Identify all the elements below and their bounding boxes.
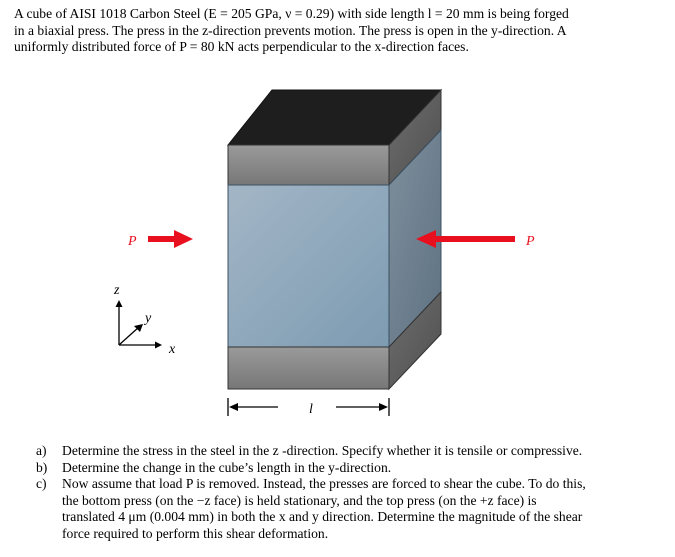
axis-y-label: y (145, 311, 152, 326)
dimension-arrow-left-head (229, 403, 238, 411)
question-text: force required to perform this shear deformation. (62, 525, 329, 541)
question-text: translated 4 μm (0.004 mm) in both the x and y direction. Determine the magnitude of the shear (62, 509, 583, 525)
axis-x-label: x (169, 342, 176, 357)
coordinate-axes (116, 300, 163, 349)
question-item (36, 460, 661, 477)
problem-line: A cube of AISI 1018 Carbon Steel (E = 205 GPa, ν = 0.29) with side length l = 20 mm is being forged (14, 6, 569, 21)
question-item (36, 443, 661, 460)
x-axis-arrowhead (155, 342, 162, 349)
bottom-press-front (228, 347, 389, 389)
force-label-right: P (526, 234, 535, 249)
z-axis-arrowhead (116, 300, 123, 307)
question-list (36, 443, 661, 543)
dimension-label: l (309, 402, 313, 417)
top-press-front (228, 145, 389, 185)
question-text: Now assume that load P is removed. Instead, the presses are forced to shear the cube. To do this, (62, 476, 586, 492)
dimension-arrow-right-head (379, 403, 388, 411)
problem-line: in a biaxial press. The press in the z-direction prevents motion. The press is open in the y-direction. A (14, 22, 567, 38)
question-text: the bottom press (on the −z face) is held stationary, and the top press (on the +z face) is (62, 492, 537, 508)
question-label: c) (36, 476, 47, 492)
problem-line: uniformly distributed force of P = 80 kN acts perpendicular to the x-direction faces. (14, 39, 469, 55)
force-label-left: P (128, 234, 137, 249)
question-text: Determine the stress in the steel in the z -direction. Specify whether it is tensile or compressive. (62, 443, 583, 458)
y-axis-line (119, 327, 139, 345)
cube-front-face (228, 185, 389, 347)
question-label: a) (36, 443, 47, 458)
force-arrow-left-head (174, 230, 193, 248)
axis-z-label: z (114, 283, 120, 298)
question-text: Determine the change in the cube’s length in the y-direction. (62, 459, 392, 475)
question-label: b) (36, 459, 48, 475)
question-item (36, 476, 661, 542)
